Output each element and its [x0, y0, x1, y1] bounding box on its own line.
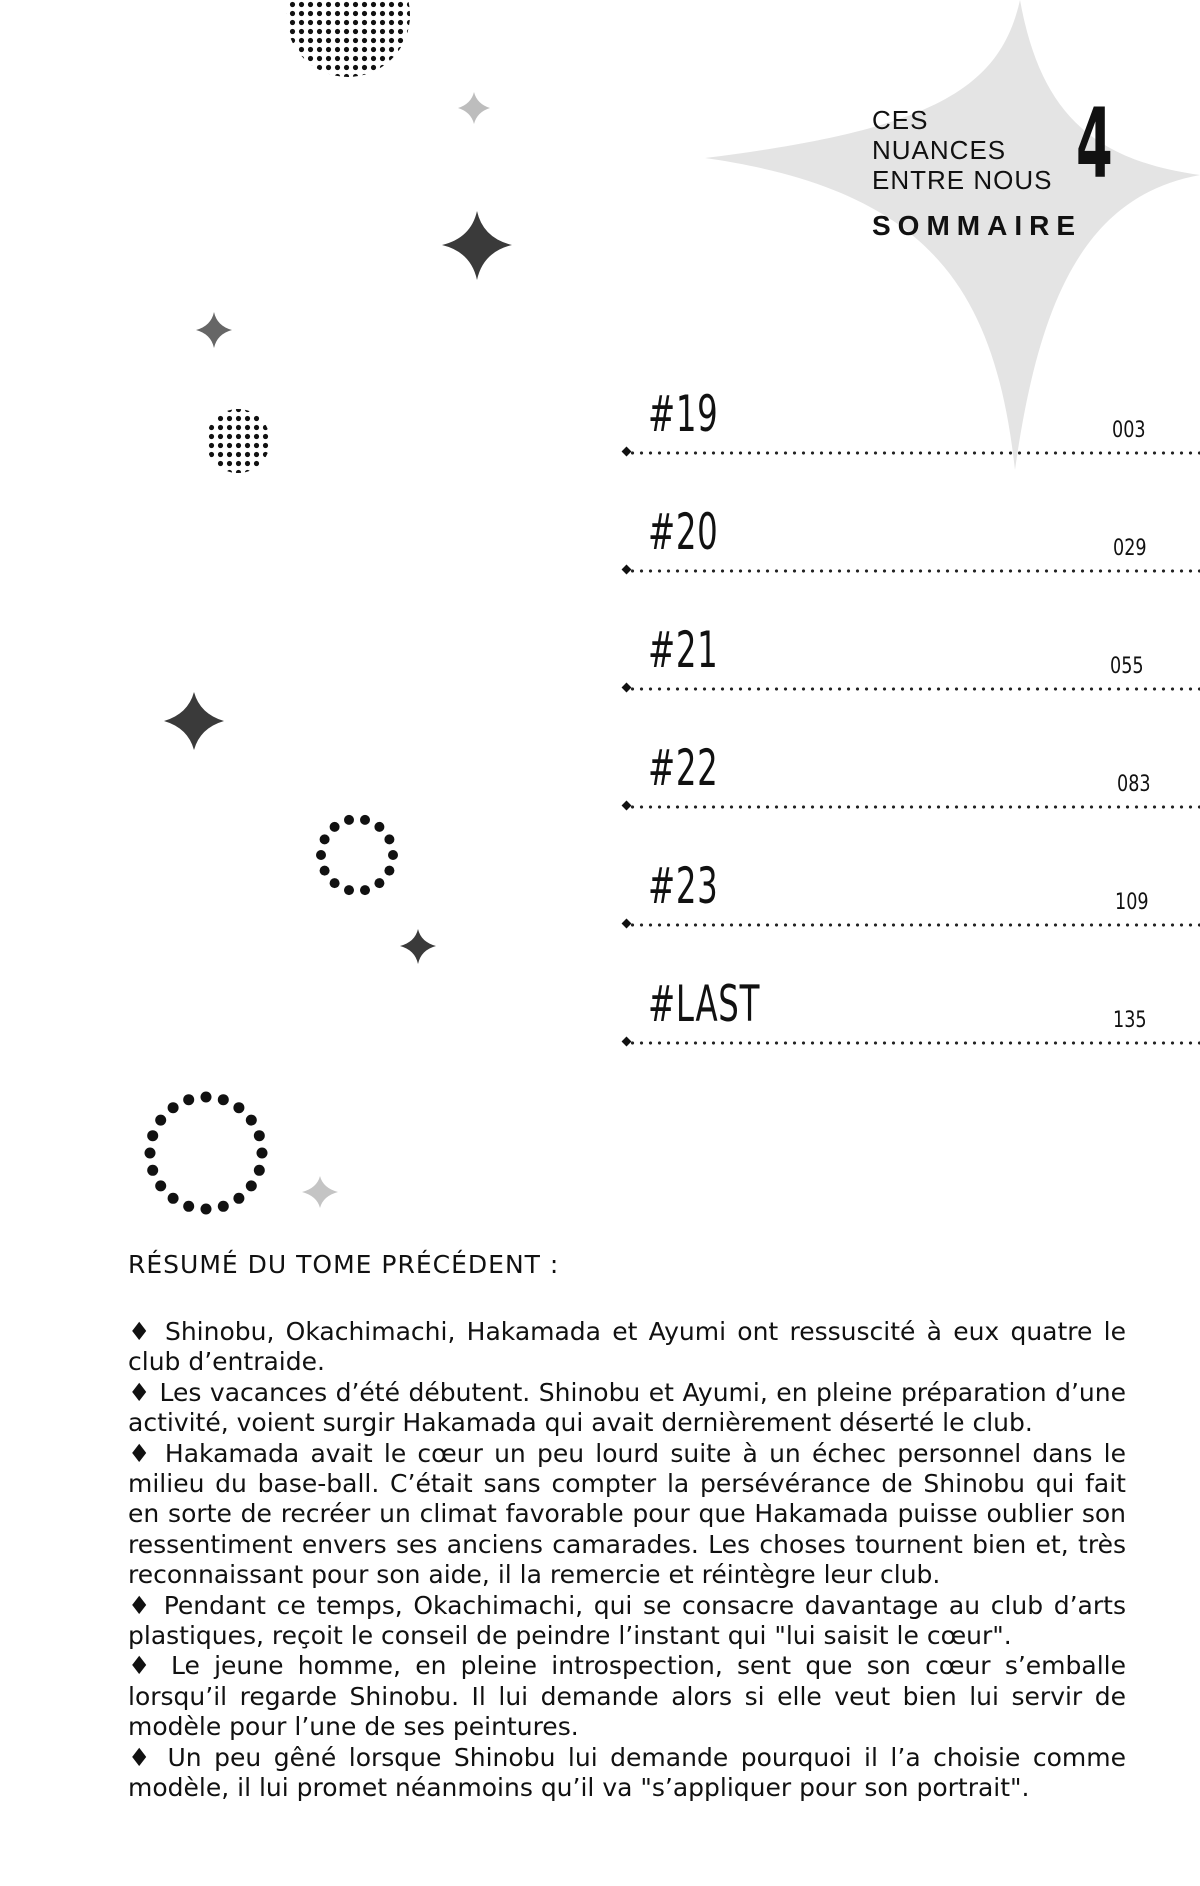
dotted-ring-icon	[145, 1092, 268, 1215]
title-line: ENTRE NOUS	[872, 165, 1053, 195]
chapter-number: #20	[648, 503, 719, 561]
ring-dot	[218, 1094, 229, 1105]
ring-dot	[183, 1094, 194, 1105]
ring-dot	[360, 885, 370, 895]
ring-dot	[374, 878, 384, 888]
ring-dot	[320, 866, 330, 876]
summary-paragraph: ♦ Un peu gêné lorsque Shinobu lui demande pourquoi il l’a choisie comme modèle, il lui promet néanmoins qu’il va "s’appliquer pour son portrait".	[128, 1742, 1126, 1803]
toc-entry	[620, 739, 1200, 857]
ring-dot	[201, 1092, 212, 1103]
page-number: 055	[1110, 654, 1144, 679]
ring-dot	[233, 1193, 244, 1204]
ring-dot	[330, 878, 340, 888]
dot-leader	[628, 923, 1200, 927]
dot-leader	[628, 451, 1200, 455]
summary-paragraph: ♦ Shinobu, Okachimachi, Hakamada et Ayumi ont ressuscité à eux quatre le club d’entraide.	[128, 1317, 1126, 1377]
ring-dot	[246, 1180, 257, 1191]
sparkle-icon	[196, 312, 232, 348]
dot-leader	[628, 805, 1200, 809]
title-line: CES	[872, 105, 929, 135]
ring-dot	[257, 1148, 268, 1159]
halftone-circle-icon	[206, 409, 270, 473]
summary-paragraph: ♦ Les vacances d’été débutent. Shinobu et Ayumi, en pleine préparation d’une activité, voient surgir Hakamada qui avait dernièrement déserté le club.	[128, 1377, 1126, 1438]
ring-dot	[246, 1115, 257, 1126]
chapter-number: #LAST	[648, 975, 761, 1033]
ring-dot	[168, 1193, 179, 1204]
chapter-number: #22	[648, 739, 719, 797]
summary-heading: RÉSUMÉ DU TOME PRÉCÉDENT :	[128, 1250, 560, 1279]
ring-dot	[145, 1148, 156, 1159]
dot-leader	[628, 687, 1200, 691]
dot-leader	[628, 1041, 1200, 1045]
section-heading: SOMMAIRE	[872, 210, 1082, 241]
ring-dot	[201, 1204, 212, 1215]
summary-paragraph: ♦ Hakamada avait le cœur un peu lourd suite à un échec personnel dans le milieu du base-ball. C’était sans compter la persévérance de Shinobu qui fait en sorte de recréer un climat favorable pour que Hakamada puisse oublier son ressentiment envers ses anciens camarades. Les choses tournent bien et, très reconnaissant pour son aide, il la remercie et réintègre leur club.	[128, 1438, 1126, 1590]
chapter-number: #19	[648, 385, 719, 443]
ring-dot	[183, 1201, 194, 1212]
ring-dot	[374, 822, 384, 832]
ring-dot	[316, 850, 326, 860]
page-number: 029	[1113, 536, 1147, 561]
ring-dot	[360, 815, 370, 825]
sparkle-icon	[442, 211, 512, 280]
ring-dot	[384, 834, 394, 844]
ring-dot	[233, 1102, 244, 1113]
ring-dot	[218, 1201, 229, 1212]
toc-entry	[620, 621, 1200, 739]
page-number: 135	[1113, 1008, 1147, 1033]
ring-dot	[147, 1165, 158, 1176]
sparkle-icon	[458, 92, 490, 124]
summary-paragraph: ♦ Pendant ce temps, Okachimachi, qui se consacre davantage au club d’arts plastiques, reçoit le conseil de peindre l’instant qui "lui saisit le cœur".	[128, 1590, 1126, 1651]
volume-number: 4	[1076, 88, 1113, 200]
ring-dot	[320, 834, 330, 844]
chapter-number: #21	[648, 621, 719, 679]
page-number: 109	[1115, 890, 1149, 915]
table-of-contents	[620, 385, 1200, 1093]
dot-leader	[628, 569, 1200, 573]
ring-dot	[344, 885, 354, 895]
ring-dot	[330, 822, 340, 832]
page-number: 083	[1117, 772, 1151, 797]
summary-paragraph: ♦ Le jeune homme, en pleine introspection, sent que son cœur s’emballe lorsqu’il regarde Shinobu. Il lui demande alors si elle veut bien lui servir de modèle pour l’une de ses peintures.	[128, 1651, 1126, 1742]
chapter-number: #23	[648, 857, 719, 915]
toc-entry	[620, 503, 1200, 621]
title-line: NUANCES	[872, 135, 1007, 165]
sparkle-icon	[400, 929, 436, 964]
sparkle-icon	[164, 692, 224, 750]
dotted-ring-icon	[316, 815, 398, 895]
toc-entry	[620, 385, 1200, 503]
ring-dot	[254, 1165, 265, 1176]
ring-dot	[168, 1102, 179, 1113]
toc-entry	[620, 857, 1200, 975]
toc-entry	[620, 975, 1200, 1093]
ring-dot	[384, 866, 394, 876]
sparkle-icon	[302, 1176, 338, 1208]
ring-dot	[155, 1180, 166, 1191]
ring-dot	[254, 1130, 265, 1141]
previous-volume-summary	[128, 1250, 1126, 1804]
ring-dot	[147, 1130, 158, 1141]
halftone-circle-icon	[286, 0, 410, 77]
ring-dot	[388, 850, 398, 860]
ring-dot	[155, 1115, 166, 1126]
page-number: 003	[1112, 418, 1146, 443]
ring-dot	[344, 815, 354, 825]
